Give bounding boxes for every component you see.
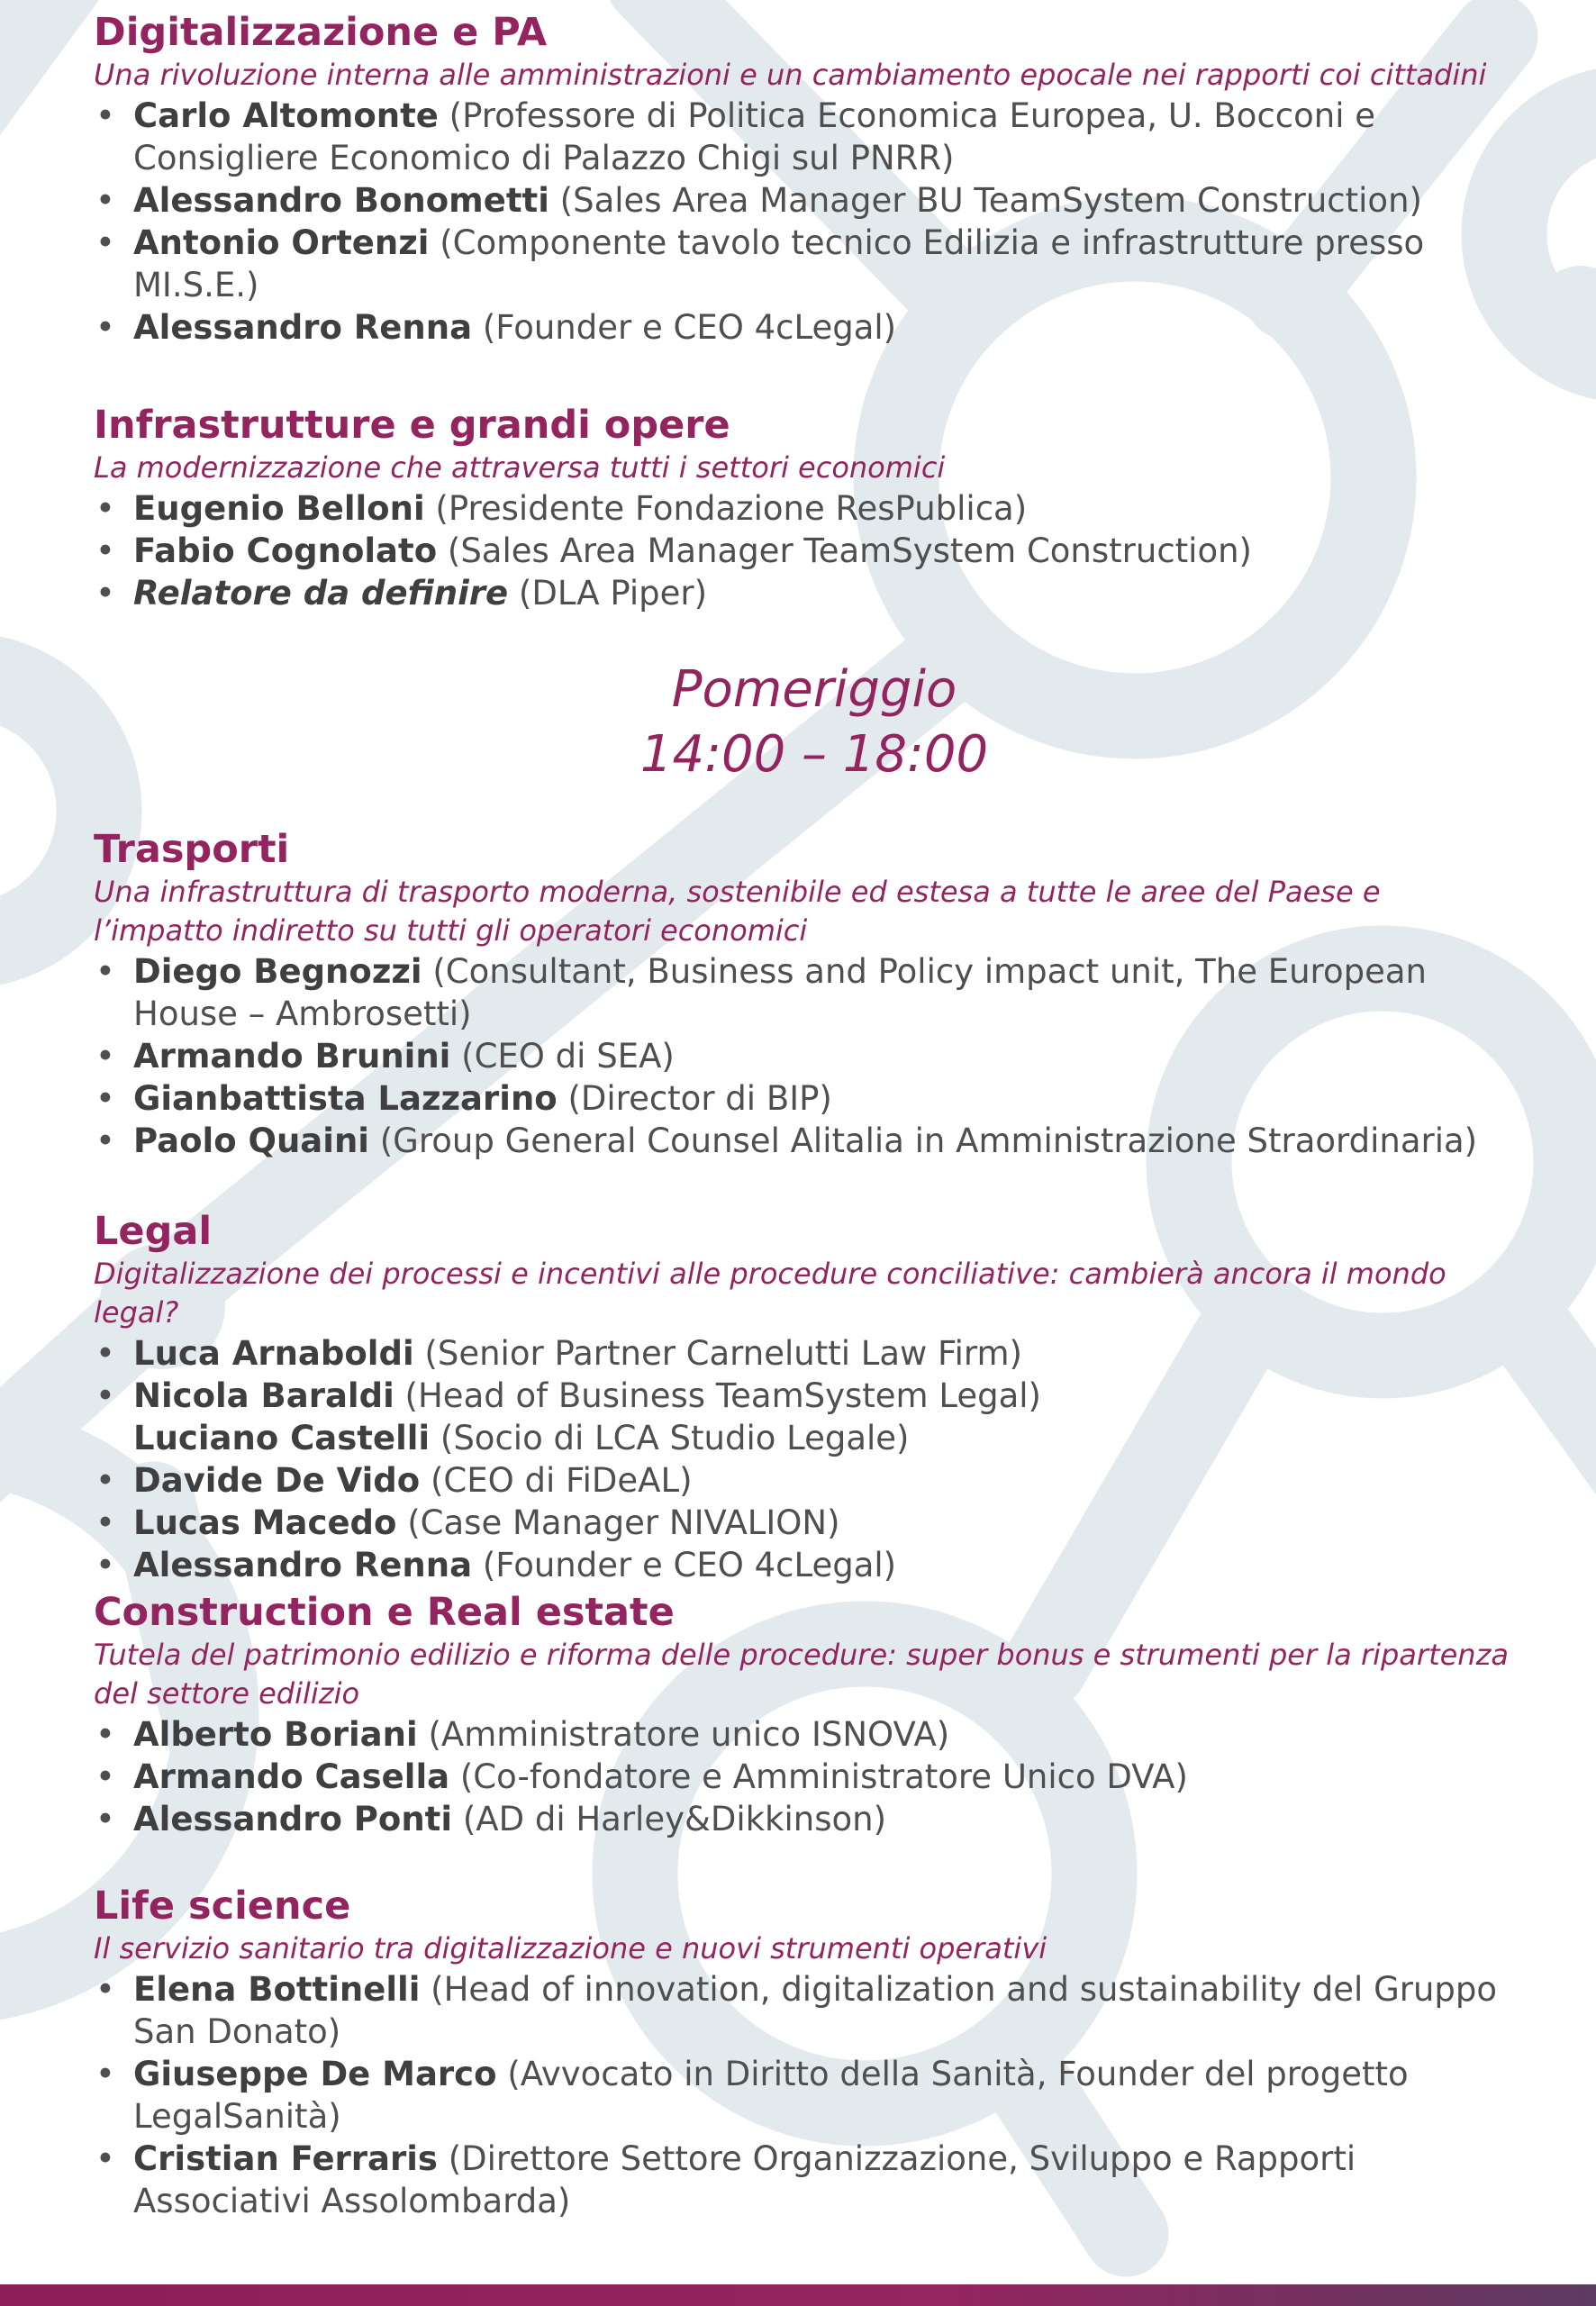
- bullet-icon: •: [95, 1376, 115, 1415]
- speaker-list: [94, 95, 1535, 349]
- speaker-item: [94, 1035, 1535, 1077]
- bullet-icon: •: [95, 96, 115, 135]
- speaker-role: (Componente tavolo tecnico Edilizia e infrastrutture presso MI.S.E.): [133, 223, 1425, 304]
- speaker-name: Elena Bottinelli: [133, 1970, 421, 2009]
- speaker-item: [94, 1756, 1535, 1798]
- speaker-role: (Consultant, Business and Policy impact unit, The European House – Ambrosetti): [133, 952, 1427, 1033]
- speaker-item: [94, 1968, 1535, 2053]
- speaker-item: [94, 179, 1535, 222]
- bullet-icon: •: [95, 1121, 115, 1160]
- speaker-role: (Founder e CEO 4cLegal): [482, 1546, 897, 1584]
- bullet-icon: •: [95, 952, 115, 991]
- speaker-role: (AD di Harley&Dikkinson): [462, 1800, 887, 1838]
- speaker-name: Alberto Boriani: [133, 1715, 418, 1754]
- footer-color-bar: [0, 2284, 1596, 2306]
- speaker-item: [94, 1798, 1535, 1840]
- speaker-role: (Amministratore unico ISNOVA): [428, 1715, 950, 1754]
- speaker-item: [94, 306, 1535, 349]
- speaker-name: Antonio Ortenzi: [133, 223, 430, 262]
- speaker-item: [94, 1077, 1535, 1120]
- speaker-list: [94, 950, 1535, 1162]
- bullet-icon: •: [95, 1970, 115, 2009]
- section-construction-real-estate: [94, 1589, 1535, 1840]
- speaker-item: [94, 222, 1535, 306]
- bullet-icon: •: [95, 1037, 115, 1076]
- speaker-name: Alessandro Renna: [133, 308, 473, 347]
- speaker-name: Giuseppe De Marco: [133, 2055, 497, 2093]
- speaker-item: [94, 1417, 1535, 1459]
- speaker-name: Cristian Ferraris: [133, 2139, 438, 2178]
- speaker-item: [94, 1713, 1535, 1756]
- section-trasporti: [94, 826, 1535, 1162]
- section-legal: [94, 1208, 1535, 1586]
- speaker-name: Davide De Vido: [133, 1461, 421, 1500]
- section-life-science: [94, 1883, 1535, 2222]
- speaker-item: [94, 530, 1535, 572]
- speaker-list: [94, 1332, 1535, 1586]
- speaker-name: Gianbattista Lazzarino: [133, 1079, 558, 1118]
- section-title: Digitalizzazione e PA: [94, 10, 548, 55]
- bullet-icon: •: [95, 489, 115, 528]
- bullet-icon: •: [95, 1503, 115, 1542]
- section-digitalizzazione-pa: [94, 9, 1535, 349]
- speaker-role: (Professore di Politica Economica Europea, U. Bocconi e Consigliere Economico di Palazzo Chigi sul PNRR): [133, 96, 1376, 177]
- section-title: Infrastrutture e grandi opere: [94, 403, 730, 448]
- speaker-role: (Case Manager NIVALION): [407, 1503, 840, 1542]
- bullet-icon: •: [95, 181, 115, 220]
- speaker-role: (Head of Business TeamSystem Legal): [404, 1376, 1041, 1415]
- speaker-list: [94, 487, 1535, 614]
- bullet-icon: •: [95, 1461, 115, 1500]
- speaker-role: (Director di BIP): [567, 1079, 832, 1118]
- speaker-item: [94, 487, 1535, 530]
- section-title: Construction e Real estate: [94, 1590, 675, 1635]
- afternoon-label: Pomeriggio: [671, 660, 957, 719]
- section-subtitle: Digitalizzazione dei processi e incentivi alle procedure conciliative: cambierà ancora il mondo legal?: [94, 1257, 1446, 1330]
- speaker-name: Alessandro Ponti: [133, 1800, 453, 1838]
- bullet-icon: •: [95, 1079, 115, 1118]
- speaker-name: Diego Begnozzi: [133, 952, 422, 991]
- speaker-role: (Avvocato in Diritto della Sanità, Founder del progetto LegalSanità): [133, 2055, 1409, 2136]
- speaker-name: Relatore da definire: [133, 574, 509, 613]
- speaker-name: Armando Brunini: [133, 1037, 451, 1076]
- speaker-name: Luca Arnaboldi: [133, 1334, 414, 1373]
- speaker-item: [94, 1120, 1535, 1162]
- speaker-list: [94, 1713, 1535, 1840]
- speaker-role: (Presidente Fondazione ResPublica): [435, 489, 1028, 528]
- bullet-icon: •: [95, 1757, 115, 1796]
- section-subtitle: Una infrastruttura di trasporto moderna, sostenibile ed estesa a tutte le aree del Paese e l’impatto indiretto su tutti gli operatori economici: [94, 875, 1381, 948]
- section-infrastrutture: [94, 402, 1535, 614]
- afternoon-heading: [94, 658, 1535, 787]
- speaker-item: [94, 1459, 1535, 1502]
- bullet-icon: •: [95, 2139, 115, 2178]
- afternoon-time: 14:00 – 18:00: [639, 725, 989, 784]
- bullet-icon: •: [95, 1715, 115, 1754]
- speaker-role: (Group General Counsel Alitalia in Amministrazione Straordinaria): [379, 1121, 1478, 1160]
- speaker-role: (Founder e CEO 4cLegal): [482, 308, 897, 347]
- speaker-name: Luciano Castelli: [133, 1419, 431, 1457]
- section-subtitle: Una rivoluzione interna alle amministrazioni e un cambiamento epocale nei rapporti coi cittadini: [94, 58, 1487, 92]
- speaker-role: (DLA Piper): [518, 574, 708, 613]
- speaker-role: (Sales Area Manager BU TeamSystem Construction): [559, 181, 1422, 220]
- bullet-icon: •: [95, 1546, 115, 1584]
- speaker-name: Armando Casella: [133, 1757, 450, 1796]
- section-subtitle: Tutela del patrimonio edilizio e riforma delle procedure: super bonus e strumenti per la ripartenza del settore edilizio: [94, 1638, 1509, 1711]
- speaker-role: (Sales Area Manager TeamSystem Construction): [447, 531, 1252, 570]
- speaker-role: (CEO di SEA): [461, 1037, 675, 1076]
- bullet-icon: •: [95, 308, 115, 347]
- speaker-role: (Co-fondatore e Amministratore Unico DVA): [459, 1757, 1188, 1796]
- speaker-item: [94, 572, 1535, 614]
- speaker-role: (Head of innovation, digitalization and sustainability del Gruppo San Donato): [133, 1970, 1498, 2051]
- speaker-item: [94, 2138, 1535, 2222]
- speaker-item: [94, 1332, 1535, 1375]
- speaker-role: (CEO di FiDeAL): [430, 1461, 693, 1500]
- section-title: Life science: [94, 1884, 351, 1929]
- speaker-item: [94, 1375, 1535, 1417]
- speaker-item: [94, 1502, 1535, 1544]
- speaker-name: Paolo Quaini: [133, 1121, 369, 1160]
- speaker-item: [94, 2053, 1535, 2138]
- speaker-name: Alessandro Renna: [133, 1546, 473, 1584]
- speaker-item: [94, 95, 1535, 179]
- speaker-name: Alessandro Bonometti: [133, 181, 549, 220]
- bullet-icon: •: [95, 1334, 115, 1373]
- speaker-name: Eugenio Belloni: [133, 489, 425, 528]
- speaker-list: [94, 1968, 1535, 2222]
- bullet-icon: •: [95, 1800, 115, 1838]
- speaker-item: [94, 1544, 1535, 1586]
- speaker-role: (Socio di LCA Studio Legale): [440, 1419, 910, 1457]
- speaker-name: Fabio Cognolato: [133, 531, 438, 570]
- bullet-icon: •: [95, 223, 115, 262]
- speaker-name: Nicola Baraldi: [133, 1376, 394, 1415]
- section-title: Legal: [94, 1209, 213, 1254]
- speaker-role: (Senior Partner Carnelutti Law Firm): [424, 1334, 1022, 1373]
- section-title: Trasporti: [94, 827, 290, 872]
- speaker-name: Lucas Macedo: [133, 1503, 397, 1542]
- bullet-icon: •: [95, 2055, 115, 2093]
- speaker-name: Carlo Altomonte: [133, 96, 439, 135]
- bullet-icon: •: [95, 574, 115, 613]
- section-subtitle: La modernizzazione che attraversa tutti i settori economici: [94, 450, 946, 485]
- speaker-item: [94, 950, 1535, 1035]
- speaker-role: (Direttore Settore Organizzazione, Sviluppo e Rapporti Associativi Assolombarda): [133, 2139, 1356, 2220]
- section-subtitle: Il servizio sanitario tra digitalizzazione e nuovi strumenti operativi: [94, 1931, 1047, 1966]
- bullet-icon: •: [95, 531, 115, 570]
